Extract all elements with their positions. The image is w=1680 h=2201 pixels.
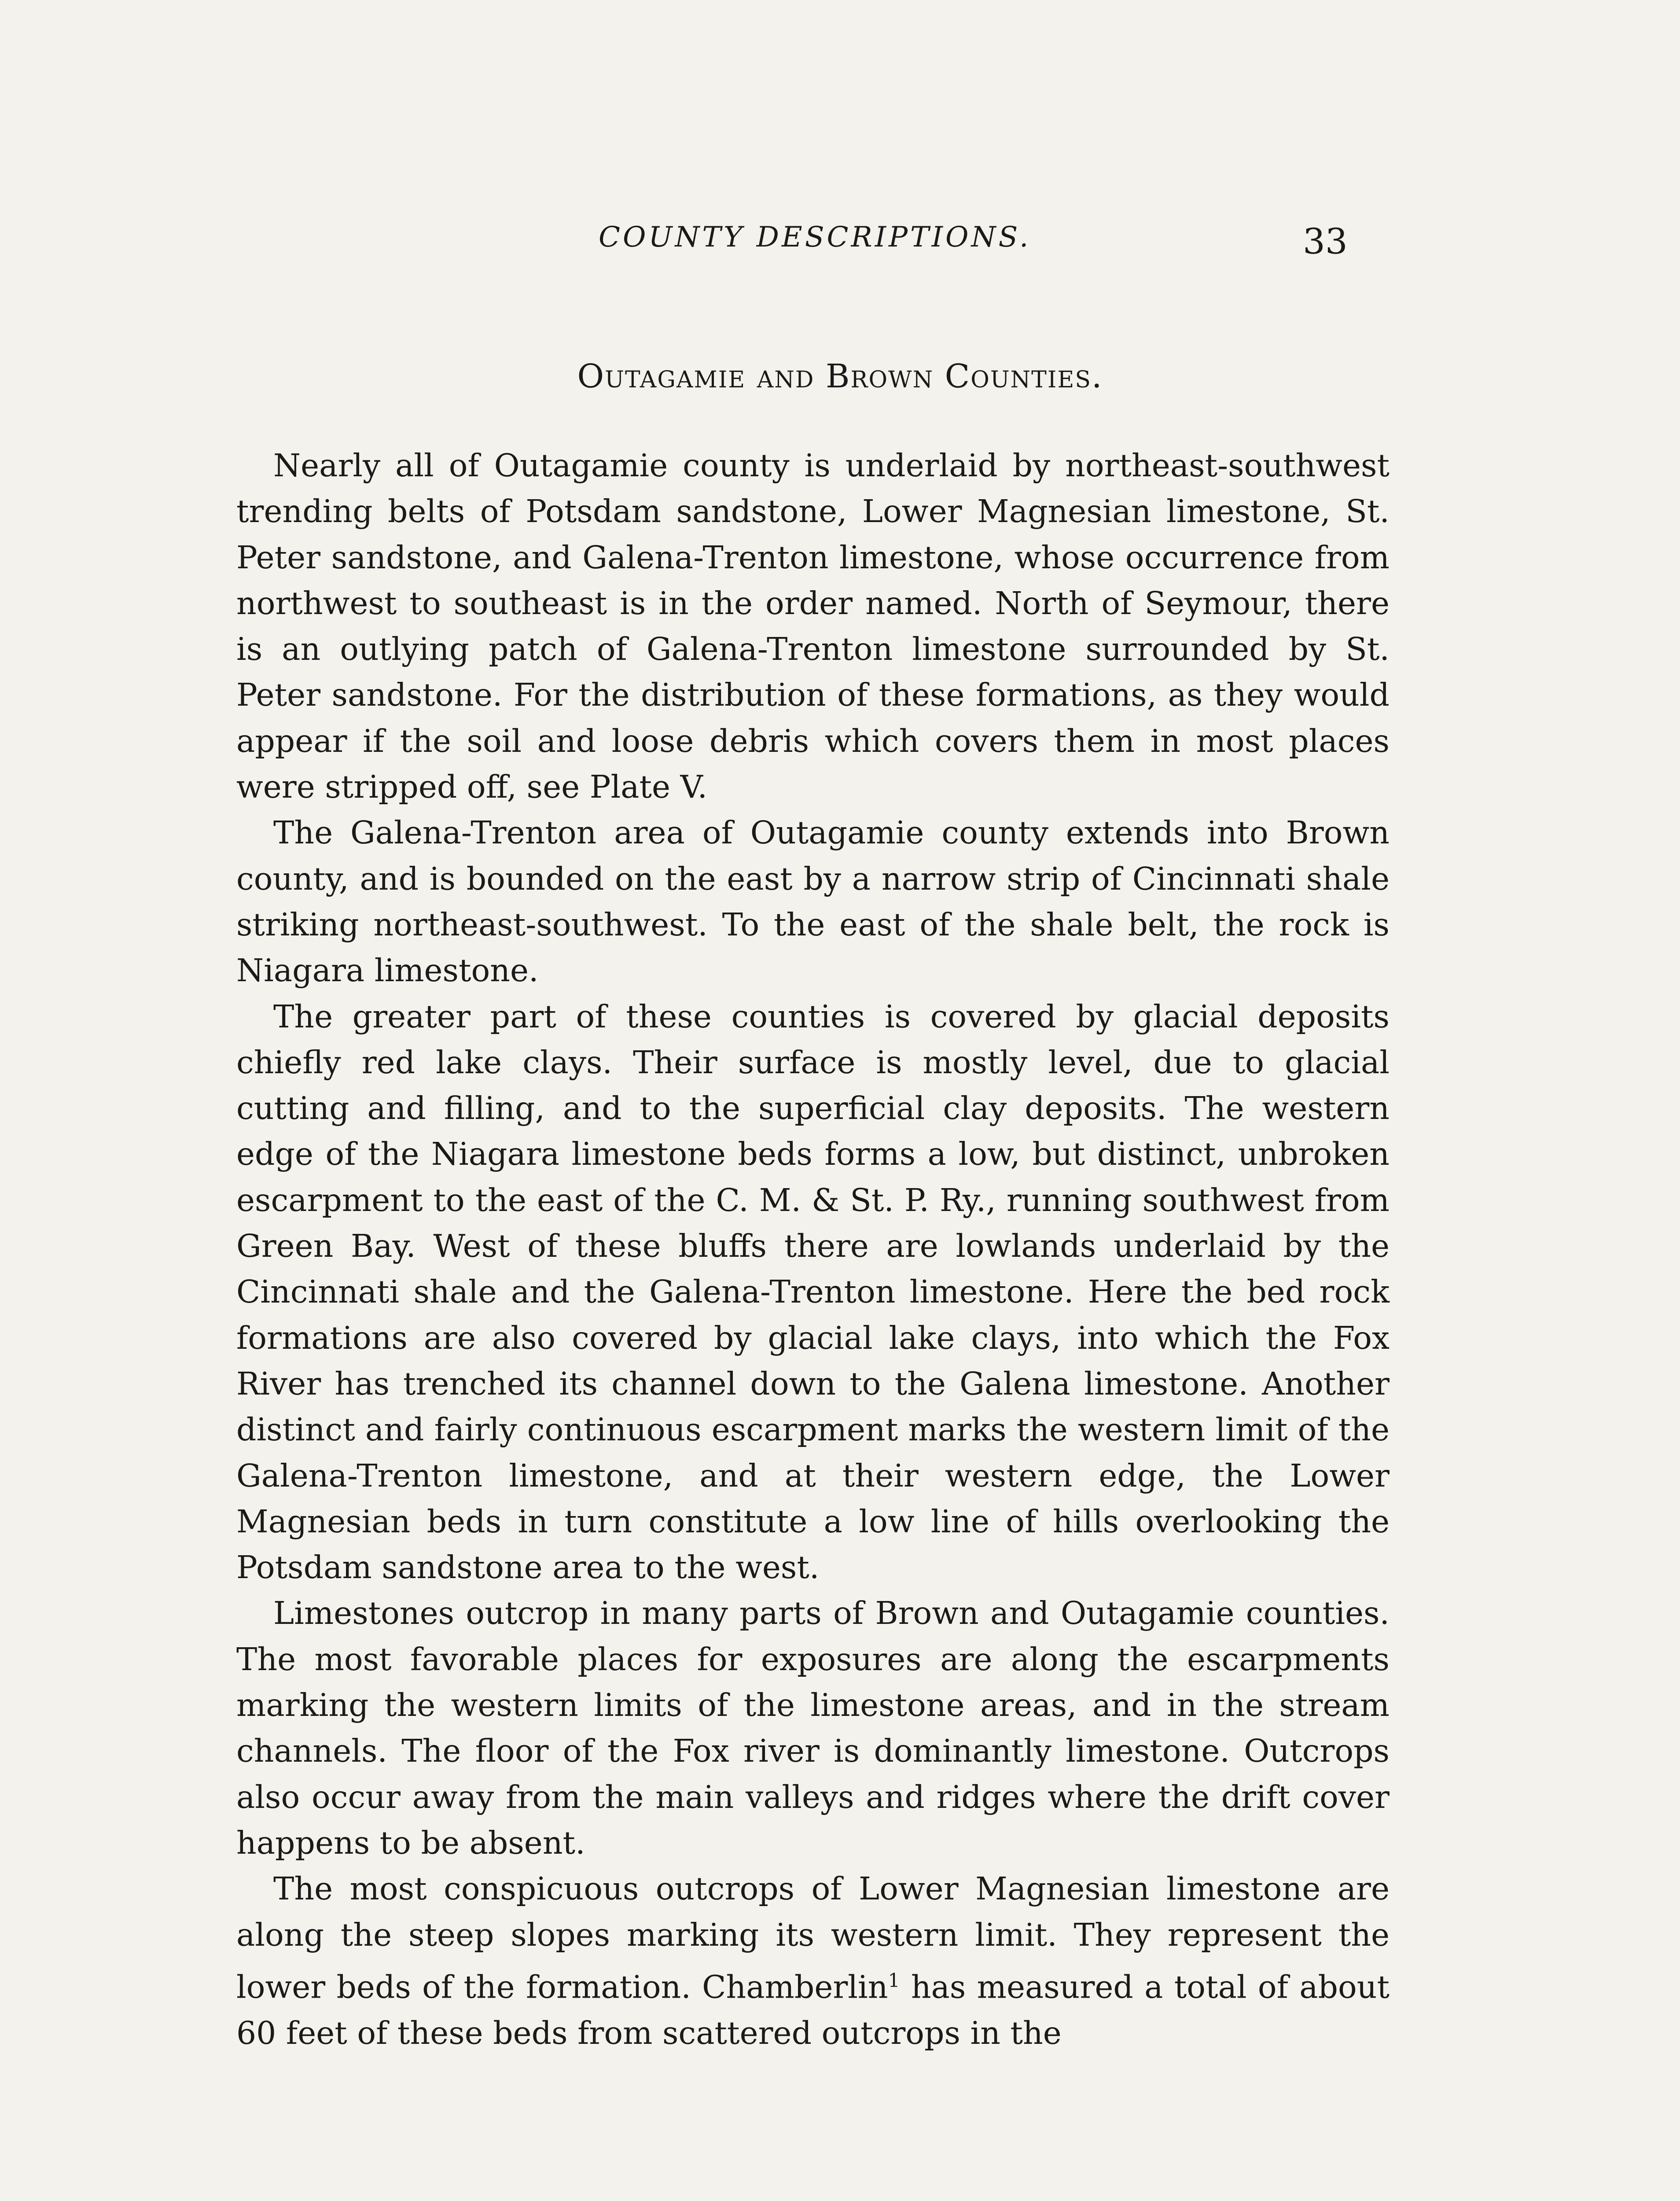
- page-number: 33: [1303, 221, 1348, 262]
- paragraph-5-before: The most conspicuous outcrops of Lower Magnesian limestone are along the steep slopes marking its western limit. They represent the lower beds of the formation. Chamberlin: [236, 1870, 1390, 2006]
- paragraph-3: The greater part of these counties is covered by glacial deposits chiefly red lake clays. Their surface is mostly level, due to glacial cutting and filling, and to the superficial clay deposits. The western edge of the Niagara limestone beds forms a low, but distinct, unbroken escarpment to the east of the C. M. & St. P. Ry., running southwest from Green Bay. West of these bluffs there are lowlands underlaid by the Cincinnati shale and the Galena-Trenton limestone. Here the bed rock formations are also covered by glacial lake clays, into which the Fox River has trenched its channel down to the Galena limestone. Another distinct and fairly continuous escarpment marks the western limit of the Galena-Trenton limestone, and at their western edge, the Lower Magnesian beds in turn constitute a low line of hills overlooking the Potsdam sandstone area to the west.: [236, 998, 1390, 1586]
- running-title: COUNTY DESCRIPTIONS.: [599, 221, 1031, 254]
- running-head: [0, 221, 1680, 265]
- paragraph-2: The Galena-Trenton area of Outagamie county extends into Brown county, and is bounded on the east by a narrow strip of Cincinnati shale striking northeast-southwest. To the east of the shale belt, the rock is Niagara limestone.: [236, 814, 1390, 989]
- section-title: Outagamie and Brown Counties.: [577, 357, 1103, 395]
- paragraph-4: Limestones outcrop in many parts of Brown and Outagamie counties. The most favorable places for exposures are along the escarpments marking the western limits of the limestone areas, and in the stream channels. The floor of the Fox river is dominantly limestone. Outcrops also occur away from the main valleys and ridges where the drift cover happens to be absent.: [236, 1595, 1390, 1861]
- paragraph-1: Nearly all of Outagamie county is underlaid by northeast-southwest trending belts of Potsdam sandstone, Lower Magnesian limestone, St. Peter sandstone, and Galena-Trenton limestone, whose occurrence from northwest to southeast is in the order named. North of Seymour, there is an outlying patch of Galena-Trenton limestone surrounded by St. Peter sandstone. For the distribution of these formations, as they would appear if the soil and loose debris which covers them in most places were stripped off, see Plate V.: [236, 447, 1390, 806]
- paragraph-5-after: has measured a total of about 60 feet of these beds from scattered outcrops in the: [236, 1969, 1390, 2051]
- paragraph-5: [236, 1866, 1390, 2056]
- footnote-reference: 1: [888, 1969, 900, 1992]
- body-text: [236, 443, 1390, 2056]
